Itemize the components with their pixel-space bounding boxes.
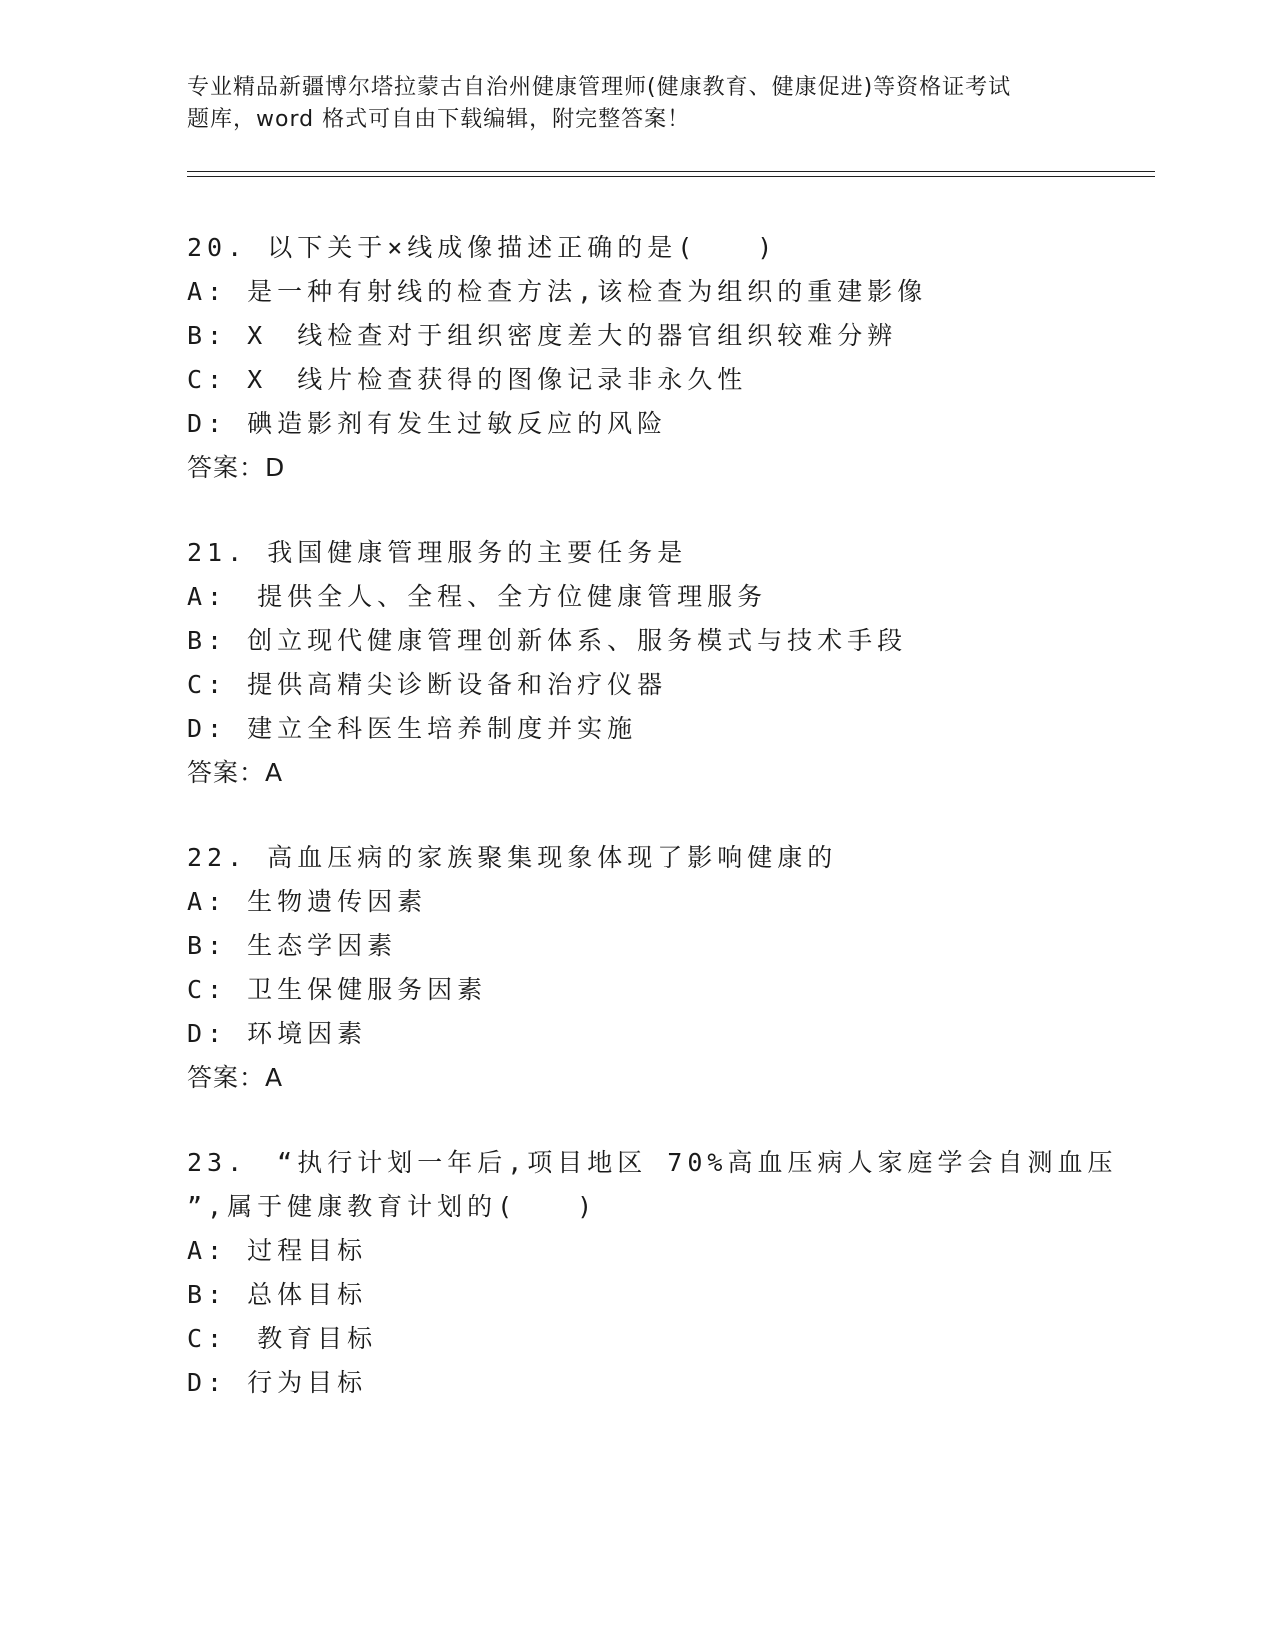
question-23-option-a: A: 过程目标 bbox=[187, 1236, 368, 1265]
question-22-option-c: C: 卫生保健服务因素 bbox=[187, 975, 488, 1004]
question-21-answer: 答案：A bbox=[187, 758, 284, 787]
question-21-option-c: C: 提供高精尖诊断设备和治疗仪器 bbox=[187, 670, 668, 699]
question-22-option-d: D: 环境因素 bbox=[187, 1019, 368, 1048]
question-20-option-c: C: X 线片检查获得的图像记录非永久性 bbox=[187, 365, 748, 394]
question-23-stem: 23. “执行计划一年后,项目地区 70%高血压病人家庭学会自测血压 bbox=[187, 1148, 1118, 1177]
question-20-option-d: D: 碘造影剂有发生过敏反应的风险 bbox=[187, 409, 668, 438]
question-20-answer: 答案：D bbox=[187, 453, 286, 482]
question-23-option-d: D: 行为目标 bbox=[187, 1368, 368, 1397]
question-22-answer: 答案：A bbox=[187, 1063, 284, 1092]
question-22-option-b: B: 生态学因素 bbox=[187, 931, 398, 960]
header-divider-bottom bbox=[187, 176, 1155, 177]
document-title-line-2: 题库，word 格式可自由下载编辑，附完整答案！ bbox=[187, 107, 691, 132]
question-21-stem: 21. 我国健康管理服务的主要任务是 bbox=[187, 538, 688, 567]
question-21-option-b: B: 创立现代健康管理创新体系、服务模式与技术手段 bbox=[187, 626, 908, 655]
question-20-stem: 20. 以下关于×线成像描述正确的是( ) bbox=[187, 233, 778, 262]
question-22-stem: 22. 高血压病的家族聚集现象体现了影响健康的 bbox=[187, 843, 838, 872]
header-divider-top bbox=[187, 171, 1155, 172]
question-21-option-a: A: 提供全人、全程、全方位健康管理服务 bbox=[187, 582, 768, 611]
question-23-option-b: B: 总体目标 bbox=[187, 1280, 368, 1309]
question-23-stem-continued: ”,属于健康教育计划的( ) bbox=[187, 1192, 598, 1221]
question-23-option-c: C: 教育目标 bbox=[187, 1324, 378, 1353]
question-21-option-d: D: 建立全科医生培养制度并实施 bbox=[187, 714, 638, 743]
document-title-line-1: 专业精品新疆博尔塔拉蒙古自治州健康管理师(健康教育、健康促进)等资格证考试 bbox=[187, 75, 1012, 100]
question-20-option-a: A: 是一种有射线的检查方法,该检查为组织的重建影像 bbox=[187, 277, 928, 306]
question-22-option-a: A: 生物遗传因素 bbox=[187, 887, 428, 916]
question-20-option-b: B: X 线检查对于组织密度差大的器官组织较难分辨 bbox=[187, 321, 898, 350]
